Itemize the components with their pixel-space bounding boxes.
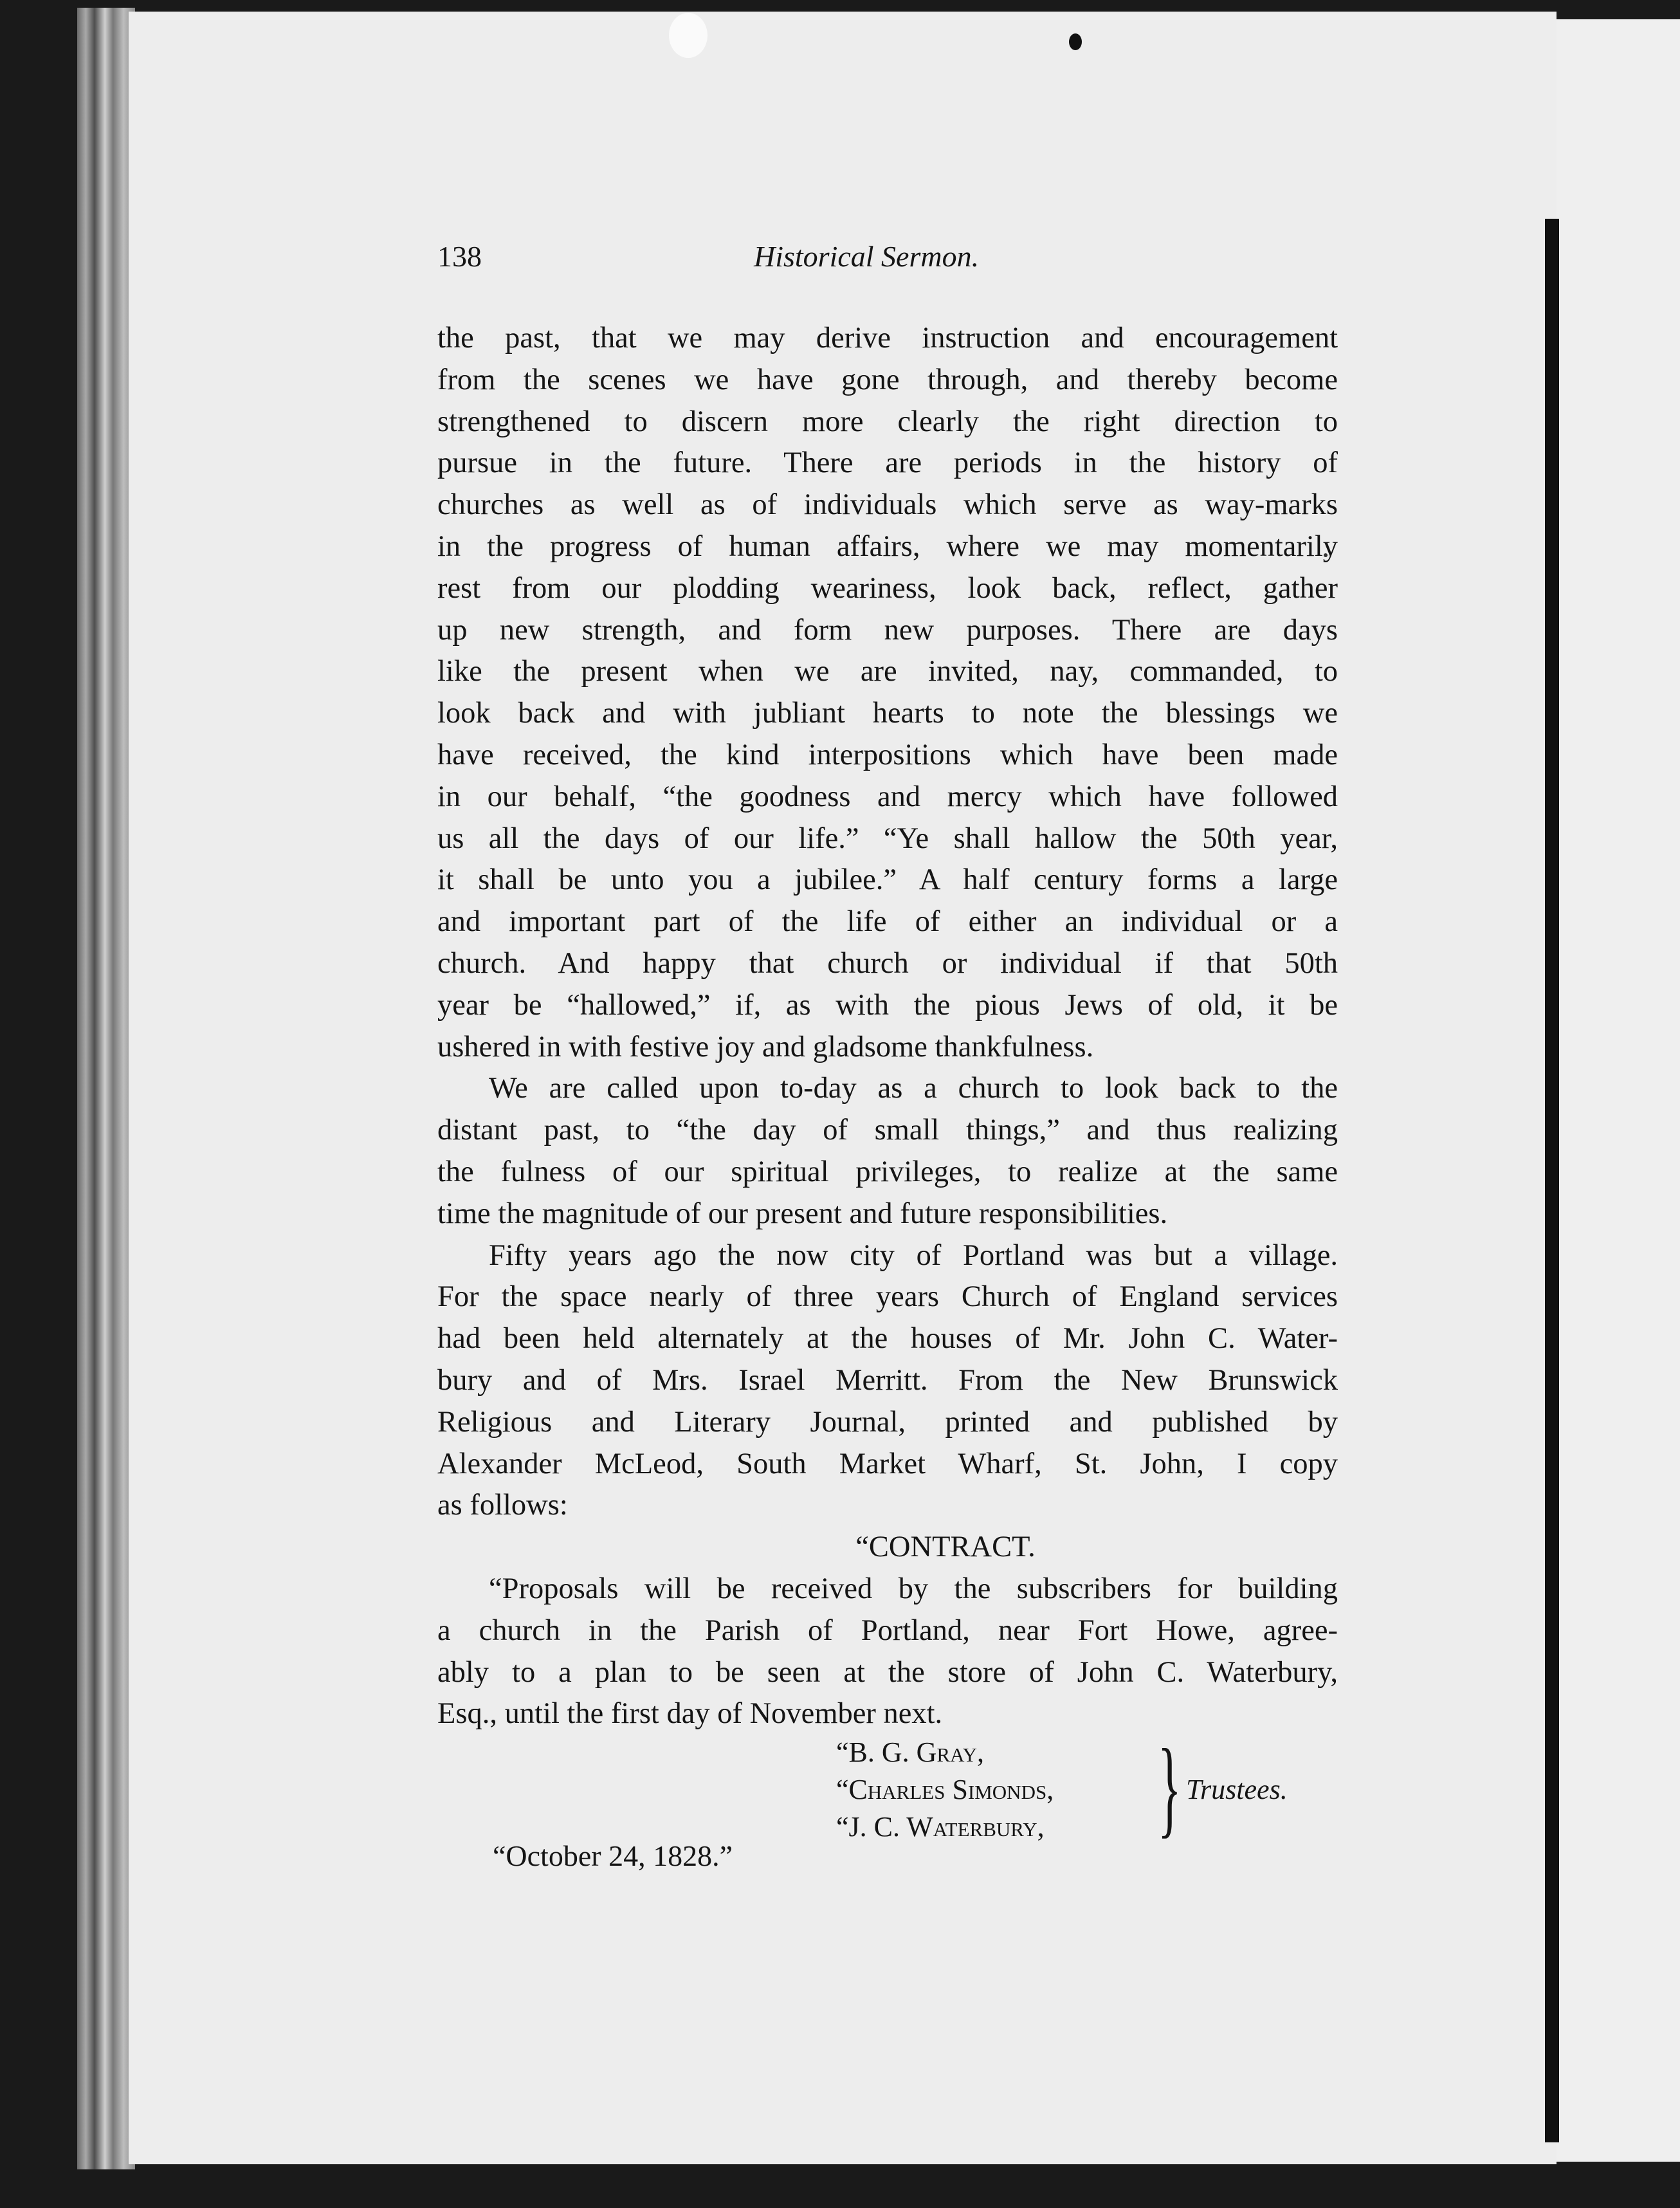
text-line: churches as well as of individuals which serve as way-marks xyxy=(437,488,1338,522)
body-text xyxy=(437,318,1338,1735)
gutter-shadow xyxy=(1545,219,1559,2142)
text-line: up new strength, and form new purposes. There are days xyxy=(437,613,1338,647)
signature-simonds: “Charles Simonds, xyxy=(836,1774,1054,1805)
text-line: ushered in with festive joy and gladsome thankfulness. xyxy=(437,1030,1094,1063)
text-line: and important part of the life of either an individual or a xyxy=(437,905,1338,939)
signature-waterbury: “J. C. Waterbury, xyxy=(836,1811,1045,1843)
paper-blemish xyxy=(669,13,708,58)
text-line: Alexander McLeod, South Market Wharf, St. John, I copy xyxy=(437,1447,1338,1480)
text-line: We are called upon to-day as a church to look back to the xyxy=(489,1072,1338,1105)
text-line: year be “hallowed,” if, as with the pious Jews of old, it be xyxy=(437,988,1338,1022)
text-line: time the magnitude of our present and future responsibilities. xyxy=(437,1197,1168,1230)
text-line: Fifty years ago the now city of Portland was but a village. xyxy=(489,1238,1338,1272)
text-line: strengthened to discern more clearly the right direction to xyxy=(437,405,1338,438)
text-line: in the progress of human affairs, where we may momentarily xyxy=(437,529,1338,563)
text-line: look back and with jubliant hearts to note the blessings we xyxy=(437,697,1338,730)
text-line: in our behalf, “the goodness and mercy which have followed xyxy=(437,780,1338,813)
text-line: “Proposals will be received by the subscribers for building xyxy=(489,1572,1338,1605)
ink-spot xyxy=(1069,33,1082,50)
text-line: had been held alternately at the houses of Mr. John C. Water- xyxy=(437,1322,1338,1356)
text-line: a church in the Parish of Portland, near Fort Howe, agree- xyxy=(437,1614,1338,1647)
text-line: the past, that we may derive instruction and encouragement xyxy=(437,322,1338,354)
contract-date: “October 24, 1828.” xyxy=(493,1839,733,1872)
trustee-signatures xyxy=(836,1727,1351,1864)
trustees-label: Trustees. xyxy=(1186,1774,1288,1805)
text-line: For the space nearly of three years Church of England services xyxy=(437,1280,1338,1314)
text-line: ably to a plan to be seen at the store of John C. Waterbury, xyxy=(437,1655,1338,1689)
text-line: the fulness of our spiritual privileges, to realize at the same xyxy=(437,1155,1338,1188)
running-title: Historical Sermon. xyxy=(754,240,980,273)
right-brace-icon: } xyxy=(1158,1727,1182,1848)
page-number: 138 xyxy=(437,240,482,273)
text-line: from the scenes we have gone through, and thereby become xyxy=(437,363,1338,396)
text-line: pursue in the future. There are periods in the history of xyxy=(437,446,1338,480)
text-line: bury and of Mrs. Israel Merritt. From the New Brunswick xyxy=(437,1363,1338,1397)
text-line: as follows: xyxy=(437,1489,568,1522)
page-header xyxy=(437,239,1344,284)
text-line: have received, the kind interpositions which have been made xyxy=(437,738,1338,771)
text-line: rest from our plodding weariness, look back, reflect, gather xyxy=(437,571,1338,605)
text-line: distant past, to “the day of small things,” and thus realizing xyxy=(437,1114,1338,1147)
contract-heading: “CONTRACT. xyxy=(855,1531,1036,1564)
book-page-edges xyxy=(77,8,135,2169)
signature-gray: “B. G. Gray, xyxy=(836,1736,985,1768)
facing-page-edge xyxy=(1557,19,1680,2162)
text-line: Religious and Literary Journal, printed and published by xyxy=(437,1405,1338,1439)
text-line: it shall be unto you a jubilee.” A half century forms a large xyxy=(437,863,1338,897)
text-line: like the present when we are invited, nay, commanded, to xyxy=(437,655,1338,688)
text-line: church. And happy that church or individual if that 50th xyxy=(437,946,1338,980)
text-line: us all the days of our life.” “Ye shall hallow the 50th year, xyxy=(437,822,1338,855)
text-line: Esq., until the first day of November next. xyxy=(437,1697,943,1731)
